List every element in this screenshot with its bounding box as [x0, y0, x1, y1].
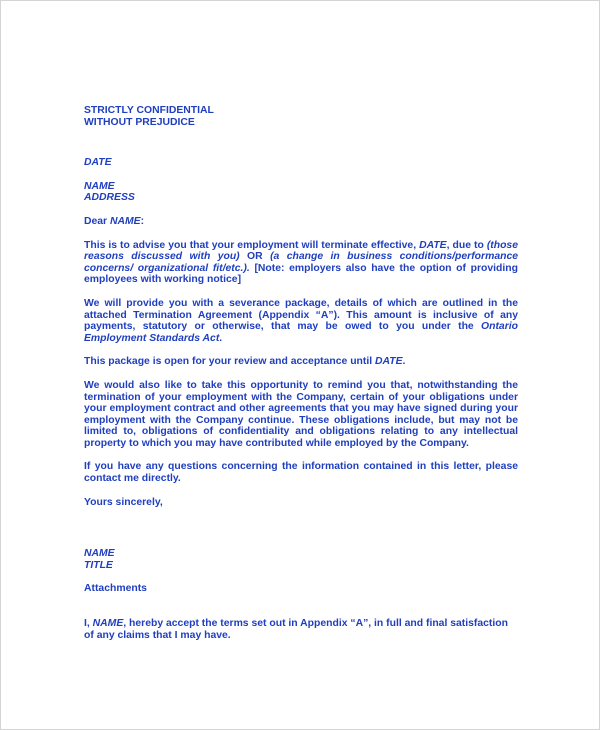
signature-name-placeholder: NAME — [84, 548, 115, 560]
recipient-name-placeholder: NAME — [84, 180, 115, 192]
obligations-paragraph: We would also like to take this opportunity to remind you that, notwithstanding the termination of your employment with the Company, certain of your obligations under your employment contract and other agreements that you may have signed during your employment with the Company continue. These obligations include, but may not be limited to, obligations of confidentiality and obligations relating to any intellectual property to which you may have contributed while employed by the Company. — [84, 379, 518, 449]
without-prejudice-heading: WITHOUT PREJUDICE — [84, 116, 195, 128]
salutation: Dear NAME: — [84, 215, 145, 227]
salutation-name: NAME — [110, 215, 141, 227]
employee-acceptance-statement: I, NAME, hereby accept the terms set out in Appendix “A”, in full and final satisfaction of any claims that I may have. — [84, 618, 508, 641]
confidential-heading: STRICTLY CONFIDENTIAL — [84, 105, 214, 116]
letter-body — [84, 105, 518, 641]
recipient-address-placeholder: ADDRESS — [84, 192, 135, 204]
acceptance-deadline-paragraph: This package is open for your review and acceptance until DATE. — [84, 356, 406, 368]
closing: Yours sincerely, — [84, 496, 163, 508]
attachments-label: Attachments — [84, 583, 147, 595]
signature-title-placeholder: TITLE — [84, 559, 113, 571]
questions-paragraph: If you have any questions concerning the information contained in this letter, please contact me directly. — [84, 461, 518, 485]
termination-paragraph: This is to advise you that your employment will terminate effective, DATE, due to (those reasons discussed with you) OR (a change in business conditions/performance concerns/ organizational fit/etc.). [Note: employers also have the option of providing employees with working notice] — [84, 239, 518, 286]
severance-paragraph: We will provide you with a severance package, details of which are outlined in the attached Termination Agreement (Appendix “A”). This amount is inclusive of any payments, statutory or otherwise, that may be owed to you under the Ontario Employment Standards Act. — [84, 297, 518, 344]
date-placeholder: DATE — [84, 157, 112, 169]
